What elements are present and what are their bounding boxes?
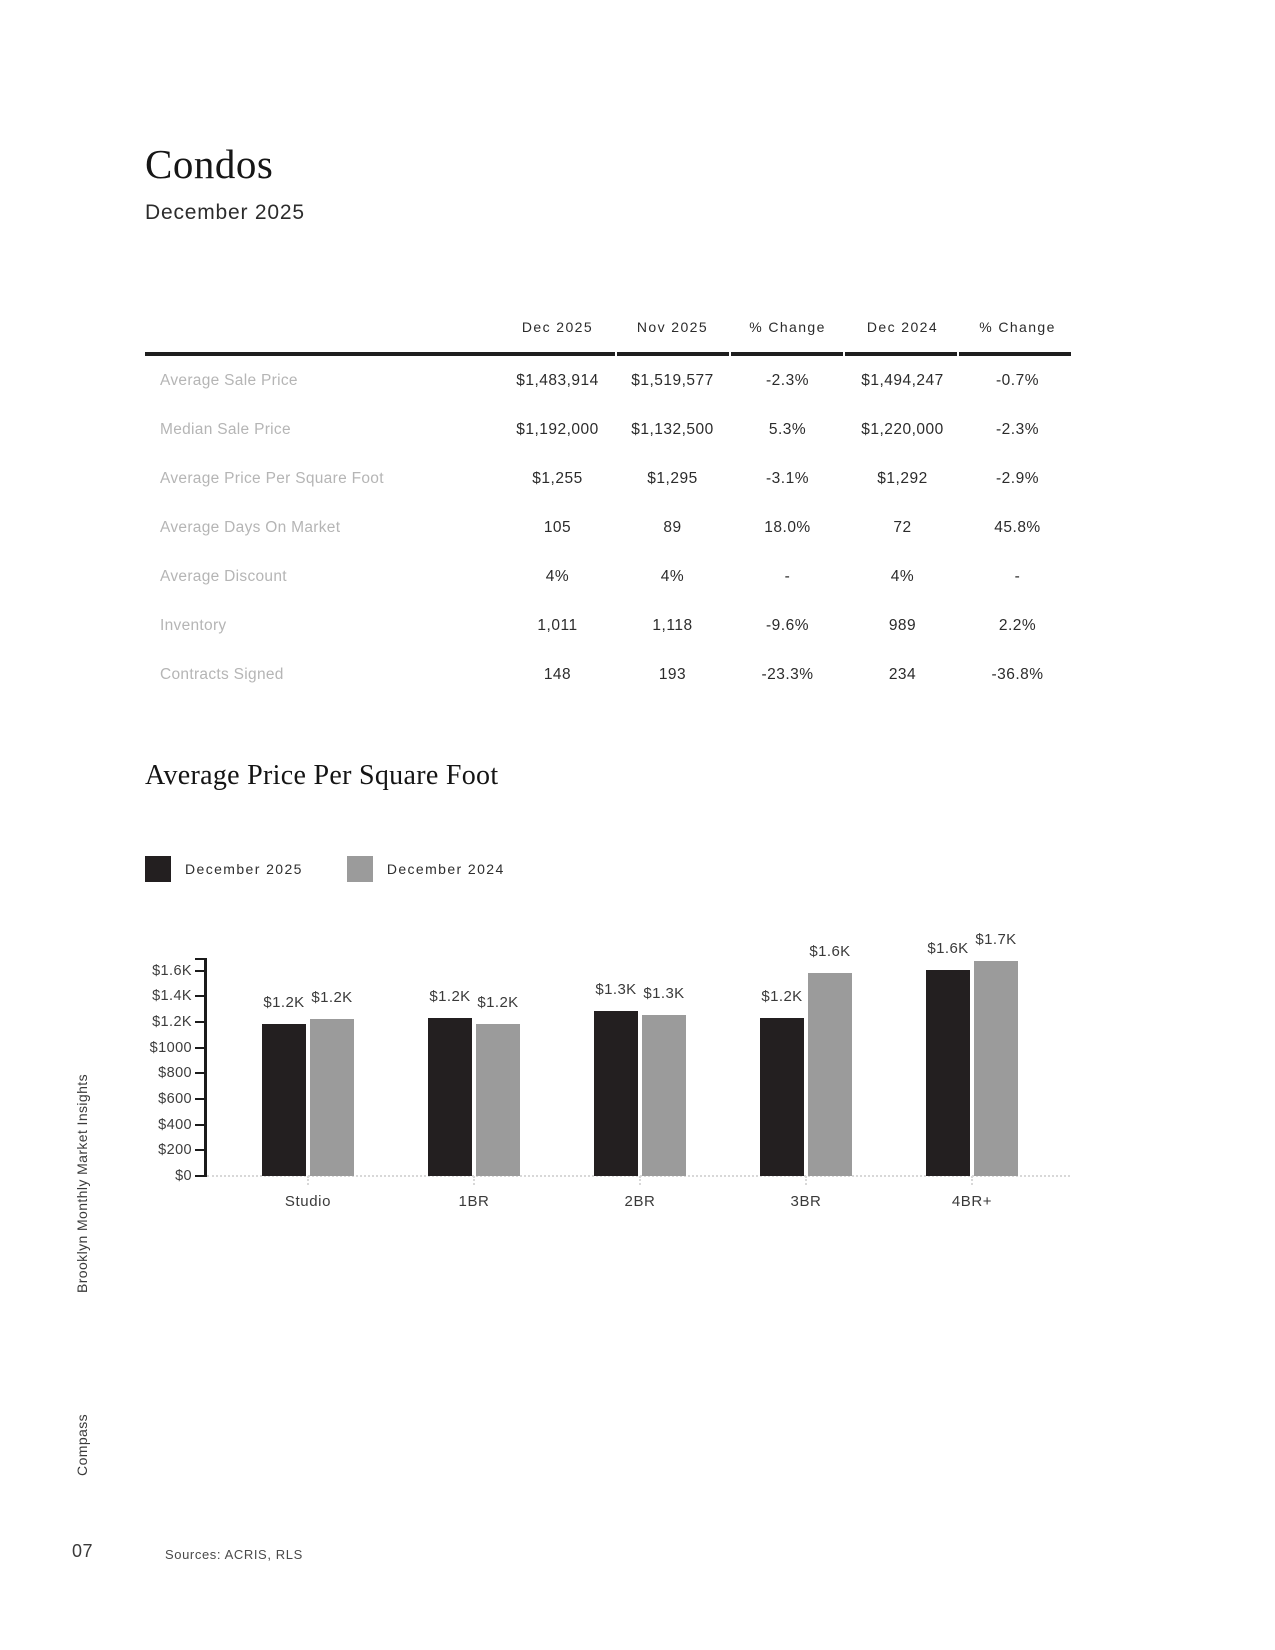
row-value: $1,483,914 [516, 371, 599, 389]
y-axis-tick-label: $600 [158, 1091, 192, 1108]
table-row [145, 405, 1075, 454]
sidebar-report-name [70, 1058, 94, 1308]
table-row [145, 503, 1075, 552]
row-value: $1,255 [532, 469, 583, 487]
column-header-pct-change-yoy: % Change [979, 319, 1056, 335]
page-number: 07 [72, 1541, 94, 1561]
bar-4br+-dec-2024 [974, 961, 1018, 1176]
column-header-nov-2025: Nov 2025 [636, 319, 709, 335]
row-value: 18.0% [764, 518, 811, 536]
y-axis-tick [195, 1047, 204, 1049]
row-label: Average Discount [160, 567, 287, 585]
x-axis-category-tick [307, 1176, 309, 1185]
column-header-dec-2025: Dec 2025 [521, 319, 594, 335]
y-axis-tick-label: $1000 [149, 1039, 192, 1056]
table-row [145, 356, 1075, 405]
table-row [145, 650, 1075, 699]
bar-1br-dec-2024 [476, 1024, 520, 1176]
row-value: 105 [543, 518, 572, 536]
row-value: 4% [545, 567, 570, 585]
y-axis-tick-label: $400 [158, 1116, 192, 1133]
legend-label: December 2025 [185, 861, 303, 877]
row-value: 1,118 [652, 616, 693, 634]
rule-segment [959, 352, 1071, 356]
legend-swatch-icon [145, 856, 171, 882]
y-axis-tick [195, 1149, 204, 1151]
price-per-sqft-bar-chart [140, 900, 1140, 1230]
x-axis-category-tick [639, 1176, 641, 1185]
x-axis-category-tick [971, 1176, 973, 1185]
row-value: $1,295 [647, 469, 698, 487]
table-header-rule [145, 352, 1075, 356]
sidebar-report-name-text: Brooklyn Monthly Market Insights [74, 1073, 90, 1293]
sidebar-brand-text: Compass [74, 1414, 90, 1476]
row-value: -3.1% [766, 469, 809, 487]
y-axis-tick [195, 1124, 204, 1126]
bar-value-label: $1.6K [809, 943, 851, 960]
legend-swatch-icon [347, 856, 373, 882]
y-axis-tick [195, 1021, 204, 1023]
row-value: 193 [658, 665, 687, 683]
row-label: Average Sale Price [160, 371, 298, 389]
rule-segment [145, 352, 615, 356]
bar-value-label: $1.2K [761, 988, 803, 1005]
table-body [145, 356, 1075, 699]
row-value: 4% [660, 567, 685, 585]
row-value: -2.3% [766, 371, 809, 389]
bar-value-label: $1.3K [595, 981, 637, 998]
table-row [145, 601, 1075, 650]
bar-1br-dec-2025 [428, 1018, 472, 1176]
bar-studio-dec-2024 [310, 1019, 354, 1176]
bar-value-label: $1.3K [643, 985, 685, 1002]
row-value: 5.3% [768, 420, 807, 438]
row-value: 148 [543, 665, 572, 683]
row-label: Inventory [160, 616, 227, 634]
bar-value-label: $1.6K [927, 940, 969, 957]
legend-item-dec-2025 [145, 856, 303, 882]
table-row [145, 454, 1075, 503]
row-value: 989 [888, 616, 917, 634]
row-value: $1,519,577 [631, 371, 714, 389]
bar-value-label: $1.2K [311, 989, 353, 1006]
row-value: - [784, 567, 791, 585]
bar-value-label: $1.2K [477, 994, 519, 1011]
bar-value-label: $1.2K [263, 994, 305, 1011]
row-value: $1,494,247 [861, 371, 944, 389]
y-axis-line [204, 958, 207, 1177]
row-value: 234 [888, 665, 917, 683]
table-header-row [145, 302, 1075, 352]
y-axis-tick-label: $1.6K [152, 962, 192, 979]
rule-segment [731, 352, 843, 356]
row-label: Median Sale Price [160, 420, 291, 438]
y-axis-top-tick [195, 958, 204, 960]
bar-studio-dec-2025 [262, 1024, 306, 1176]
x-axis-category-label: 3BR [790, 1193, 822, 1210]
bar-value-label: $1.2K [429, 988, 471, 1005]
row-value: -0.7% [996, 371, 1039, 389]
row-value: -2.9% [996, 469, 1039, 487]
page-title: Condos [145, 141, 274, 187]
bar-2br-dec-2025 [594, 1011, 638, 1176]
y-axis-tick-label: $1.4K [152, 988, 192, 1005]
row-value: -9.6% [766, 616, 809, 634]
bar-3br-dec-2024 [808, 973, 852, 1176]
x-axis-category-label: 1BR [458, 1193, 490, 1210]
y-axis-tick [195, 970, 204, 972]
row-value: -23.3% [761, 665, 814, 683]
legend-item-dec-2024 [347, 856, 505, 882]
y-axis-tick [195, 1072, 204, 1074]
row-value: $1,192,000 [516, 420, 599, 438]
row-value: $1,132,500 [631, 420, 714, 438]
y-axis-tick-label: $0 [175, 1168, 192, 1184]
x-axis-category-label: Studio [284, 1193, 332, 1210]
page-subtitle: December 2025 [145, 201, 305, 224]
x-axis-category-tick [473, 1176, 475, 1185]
bar-3br-dec-2025 [760, 1018, 804, 1176]
row-label: Average Days On Market [160, 518, 341, 536]
row-value: 89 [663, 518, 682, 536]
x-axis-category-label: 2BR [624, 1193, 656, 1210]
row-value: $1,220,000 [861, 420, 944, 438]
y-axis-tick [195, 1098, 204, 1100]
rule-segment [845, 352, 957, 356]
row-value: -2.3% [996, 420, 1039, 438]
x-axis-category-label: 4BR+ [951, 1193, 993, 1210]
chart-legend [145, 856, 505, 882]
table-row [145, 552, 1075, 601]
row-value: 45.8% [994, 518, 1041, 536]
x-axis-category-tick [805, 1176, 807, 1185]
chart-title: Average Price Per Square Foot [145, 760, 499, 791]
y-axis-tick [195, 1175, 204, 1177]
row-value: 2.2% [998, 616, 1037, 634]
row-value: 1,011 [537, 616, 578, 634]
row-value: - [1014, 567, 1021, 585]
row-value: -36.8% [991, 665, 1044, 683]
row-value: 4% [890, 567, 915, 585]
row-value: 72 [893, 518, 912, 536]
market-stats-table [145, 302, 1075, 699]
sources-note: Sources: ACRIS, RLS [165, 1547, 303, 1562]
column-header-pct-change-mom: % Change [749, 319, 826, 335]
row-label: Contracts Signed [160, 665, 284, 683]
legend-label: December 2024 [386, 861, 505, 877]
y-axis-tick-label: $800 [158, 1065, 192, 1082]
bar-2br-dec-2024 [642, 1015, 686, 1176]
bar-value-label: $1.7K [975, 931, 1017, 948]
row-value: $1,292 [877, 469, 928, 487]
y-axis-tick [195, 995, 204, 997]
rule-segment [617, 352, 729, 356]
bar-4br+-dec-2025 [926, 970, 970, 1176]
y-axis-tick-label: $200 [158, 1142, 192, 1159]
row-label: Average Price Per Square Foot [160, 469, 384, 487]
column-header-dec-2024: Dec 2024 [866, 319, 939, 335]
sidebar-brand [70, 1402, 94, 1488]
y-axis-tick-label: $1.2K [152, 1014, 192, 1031]
